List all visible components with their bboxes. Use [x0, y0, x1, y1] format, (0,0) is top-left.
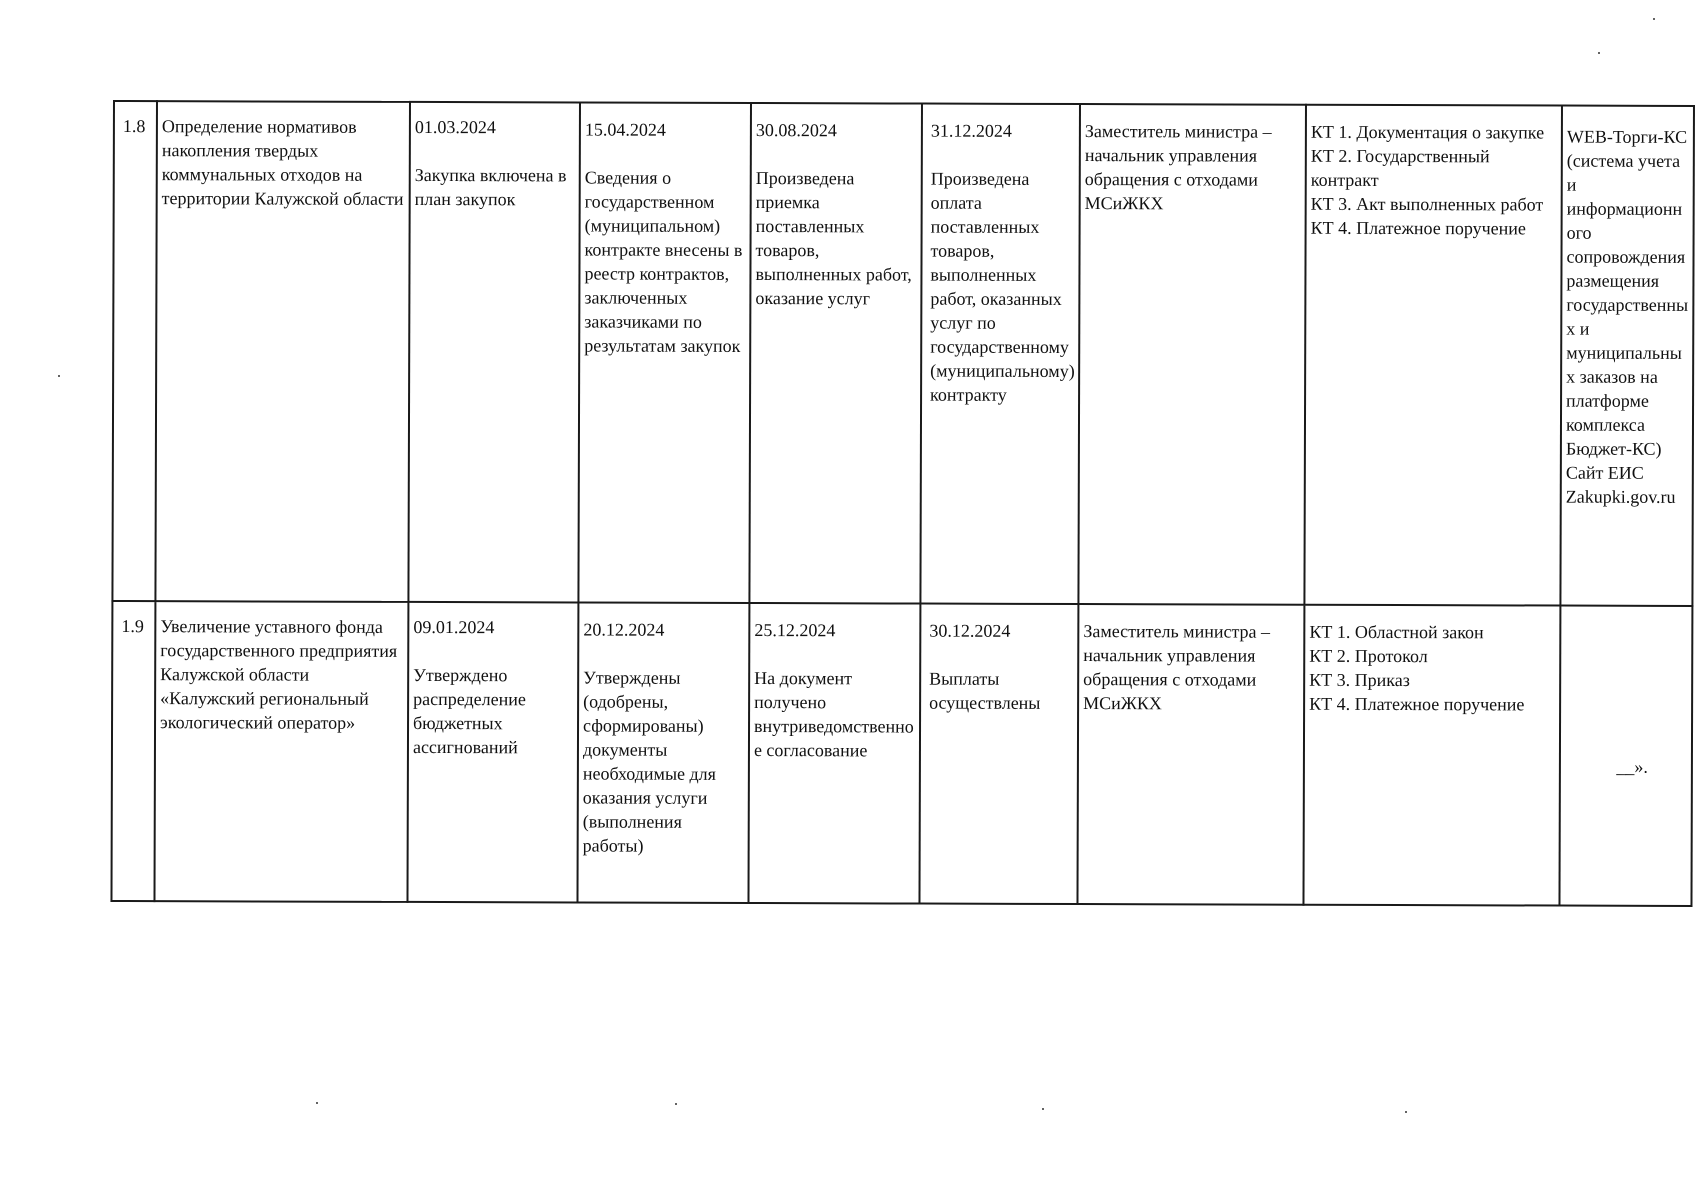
responsible-cell — [1077, 604, 1304, 905]
checkpoint-3-date: 30.08.2024 — [755, 120, 837, 141]
control-point-2: КТ 2. Государственный контракт — [1310, 145, 1490, 190]
checkpoint-3-date: 25.12.2024 — [754, 620, 836, 641]
event-title: Определение нормативов накопления твердых коммунальных отходов на территории Калужской области — [161, 116, 404, 209]
checkpoint-3-text: Произведена приемка поставленных товаров, выполненных работ, оказание услуг — [755, 168, 912, 309]
table-row — [111, 601, 1692, 906]
control-point-3: КТ 3. Акт выполненных работ — [1310, 193, 1544, 215]
checkpoint-2-date: 15.04.2024 — [584, 119, 666, 140]
scan-speck — [316, 1102, 318, 1104]
information-system-cell — [1559, 606, 1692, 906]
control-points-cell — [1303, 605, 1560, 906]
control-point-4: КТ 4. Платежное поручение — [1309, 693, 1525, 715]
checkpoint-3-cell — [749, 103, 922, 604]
scan-speck — [1405, 1111, 1407, 1113]
checkpoint-1-text: Закупка включена в план закупок — [414, 164, 567, 210]
row-number: 1.9 — [111, 601, 155, 901]
checkpoint-1-text: Утверждено распределение бюджетных ассигнований — [412, 664, 526, 758]
responsible-person: Заместитель министра – начальник управления обращения с отходами МСиЖКХ — [1084, 121, 1272, 214]
information-system-cell — [1560, 106, 1694, 606]
control-points-cell — [1304, 105, 1562, 606]
event-title: Увеличение уставного фонда государственного предприятия Калужской области «Калужский региональный экологический оператор» — [160, 616, 398, 733]
scan-speck — [1598, 52, 1600, 54]
scan-speck — [1042, 1108, 1044, 1110]
responsible-cell — [1078, 104, 1306, 605]
checkpoint-2-text: Утверждены (одобрены, сформированы) документы необходимые для оказания услуги (выполнения работы) — [582, 667, 716, 856]
event-title-cell — [155, 101, 410, 602]
checkpoint-4-date: 31.12.2024 — [930, 120, 1012, 141]
scan-speck — [675, 1103, 677, 1105]
checkpoint-4-cell — [919, 604, 1078, 904]
checkpoint-2-text: Сведения о государственном (муниципальном) контракте внесены в реестр контрактов, заключенных заказчиками по результатам закупок — [584, 167, 743, 356]
information-system: WEB-Торги-КС (система учета и информационного сопровождения размещения государственных и муниципальных заказов на платформе комплекса Бюджет-КС) Сайт ЕИС Zakupki.gov.ru — [1565, 126, 1689, 507]
checkpoint-3-text: На документ получено внутриведомственное согласование — [753, 668, 914, 761]
checkpoint-4-date: 30.12.2024 — [929, 620, 1011, 641]
scan-speck — [1653, 18, 1655, 20]
checkpoint-4-text: Произведена оплата поставленных товаров, выполненных работ, оказанных услуг по государственному (муниципальному) контракту — [930, 168, 1075, 405]
checkpoint-1-cell — [408, 102, 580, 603]
scan-speck — [58, 375, 60, 377]
control-point-1: КТ 1. Документация о закупке — [1310, 121, 1545, 143]
checkpoint-4-cell — [920, 104, 1080, 604]
control-point-1: КТ 1. Областной закон — [1309, 621, 1484, 643]
checkpoint-4-text: Выплаты осуществлены — [929, 668, 1041, 713]
control-point-2: КТ 2. Протокол — [1309, 645, 1428, 667]
row-number: 1.8 — [112, 101, 157, 601]
checkpoint-2-cell — [578, 102, 751, 603]
checkpoint-2-date: 20.12.2024 — [583, 619, 665, 640]
control-point-3: КТ 3. Приказ — [1309, 669, 1410, 691]
checkpoint-2-cell — [577, 602, 749, 903]
table-row — [112, 101, 1694, 606]
checkpoint-1-cell — [407, 602, 578, 903]
control-point-4: КТ 4. Платежное поручение — [1310, 217, 1526, 239]
checkpoint-1-date: 01.03.2024 — [414, 116, 496, 138]
checkpoint-1-date: 09.01.2024 — [413, 616, 495, 638]
checkpoint-3-cell — [748, 603, 920, 904]
closing-mark: __». — [1616, 756, 1648, 777]
plan-table — [110, 100, 1695, 907]
event-title-cell — [154, 601, 408, 902]
responsible-person: Заместитель министра – начальник управления обращения с отходами МСиЖКХ — [1083, 621, 1271, 714]
